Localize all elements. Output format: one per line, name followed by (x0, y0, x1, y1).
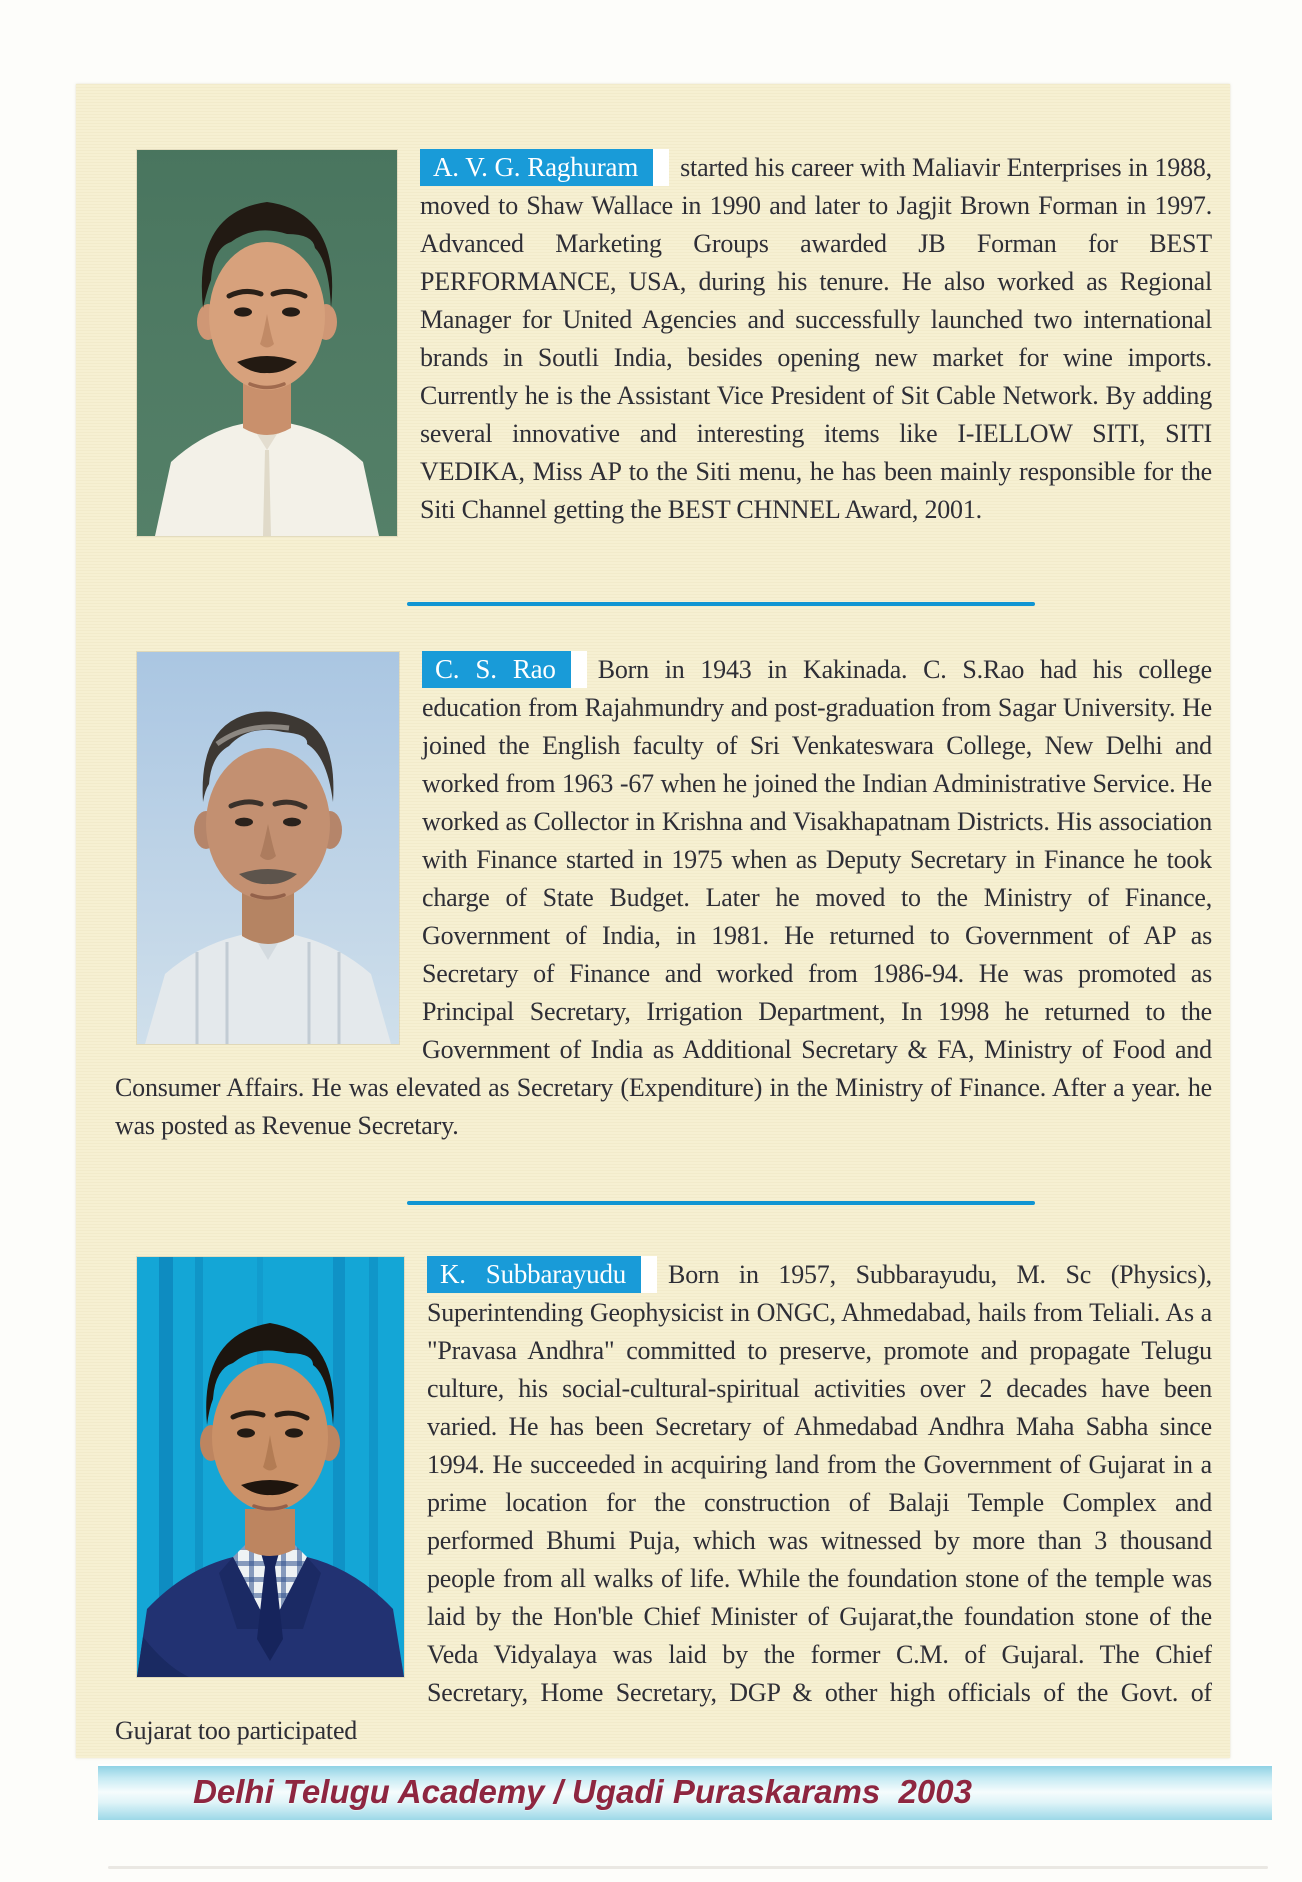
person-name-highlight: A. V. G. Raghuram (420, 149, 669, 186)
bio-section-subbarayudu (115, 1255, 1212, 1750)
portrait-blue-background (137, 652, 399, 1044)
raghuram-portrait-photo (137, 150, 397, 536)
portrait-green-background (137, 150, 397, 536)
portrait-cyan-curtain-background (137, 1257, 404, 1677)
cs-rao-portrait-photo (137, 652, 399, 1044)
scan-bottom-edge (108, 1866, 1268, 1869)
bio-text-cs-rao: Born in 1943 in Kakinada. C. S.Rao had his college education from Rajahmundry and post-graduation from Sagar University. He joined the English faculty of Sri Venkateswara College, New Delhi and worked from 1963 -67 when he joined the Indian Administrative Service. He worked as Collector in Krishna and Visakhapatnam Districts. His association with Finance started in 1975 when as Deputy Secretary in Finance he took charge of State Budget. Later he moved to the Ministry of Finance, Government of India, in 1981. He returned to Government of AP as Secretary of Finance and worked from 1986-94. He was promoted as Principal Secretary, Irrigation Department, In 1998 he returned to the Government of India as Additional Secretary & FA, Ministry of Food and Consumer Affairs. He was elevated as Secretary (Expenditure) in the Ministry of Finance. After a year. he was posted as Revenue Secretary. (115, 655, 1212, 1140)
subbarayudu-portrait-photo (137, 1257, 404, 1677)
bio-text-subbarayudu: Born in 1957, Subbarayudu, M. Sc (Physics), Superintending Geophysicist in ONGC, Ahmedabad, hails from Teliali. As a "Pravasa Andhra" committed to preserve, promote and propagate Telugu culture, his social-cultural-spiritual activities over 2 decades have been varied. He has been Secretary of Ahmedabad Andhra Maha Sabha since 1994. He succeeded in acquiring land from the Government of Gujarat in a prime location for the construction of Balaji Temple Complex and performed Bhumi Puja, which was witnessed by more than 3 thousand people from all walks of life. While the foundation stone of the temple was laid by the Hon'ble Chief Minister of Gujarat,the foundation stone of the Veda Vidyalaya was laid by the former C.M. of Gujaral. The Chief Secretary, Home Secretary, DGP & other high officials of the Govt. of Gujarat too participated (115, 1260, 1212, 1745)
page-body (76, 84, 1230, 1758)
section-divider (407, 602, 1035, 606)
bio-section-raghuram (115, 148, 1212, 546)
footer-title: Delhi Telugu Academy / Ugadi Puraskarams 2003 (193, 1773, 972, 1810)
bio-text-raghuram: started his career with Maliavir Enterprises in 1988, moved to Shaw Wallace in 1990 and later to Jagjit Brown Forman in 1997. Advanced Marketing Groups awarded JB Forman for BEST PERFORMANCE, USA, during his tenure. He also worked as Regional Manager for United Agencies and successfully launched two international brands in Soutli India, besides opening new market for wine imports. Currently he is the Assistant Vice President of Sit Cable Network. By adding several innovative and interesting items like I-IELLOW SITI, SITI VEDIKA, Miss AP to the Siti menu, he has been mainly responsible for the Siti Channel getting the BEST CHNNEL Award, 2001. (420, 153, 1212, 524)
section-divider (407, 1201, 1035, 1205)
bio-section-cs-rao (115, 650, 1212, 1145)
footer-banner (98, 1764, 1272, 1820)
person-name-highlight: C. S. Rao (422, 651, 587, 688)
person-name-highlight: K. Subbarayudu (427, 1256, 657, 1293)
